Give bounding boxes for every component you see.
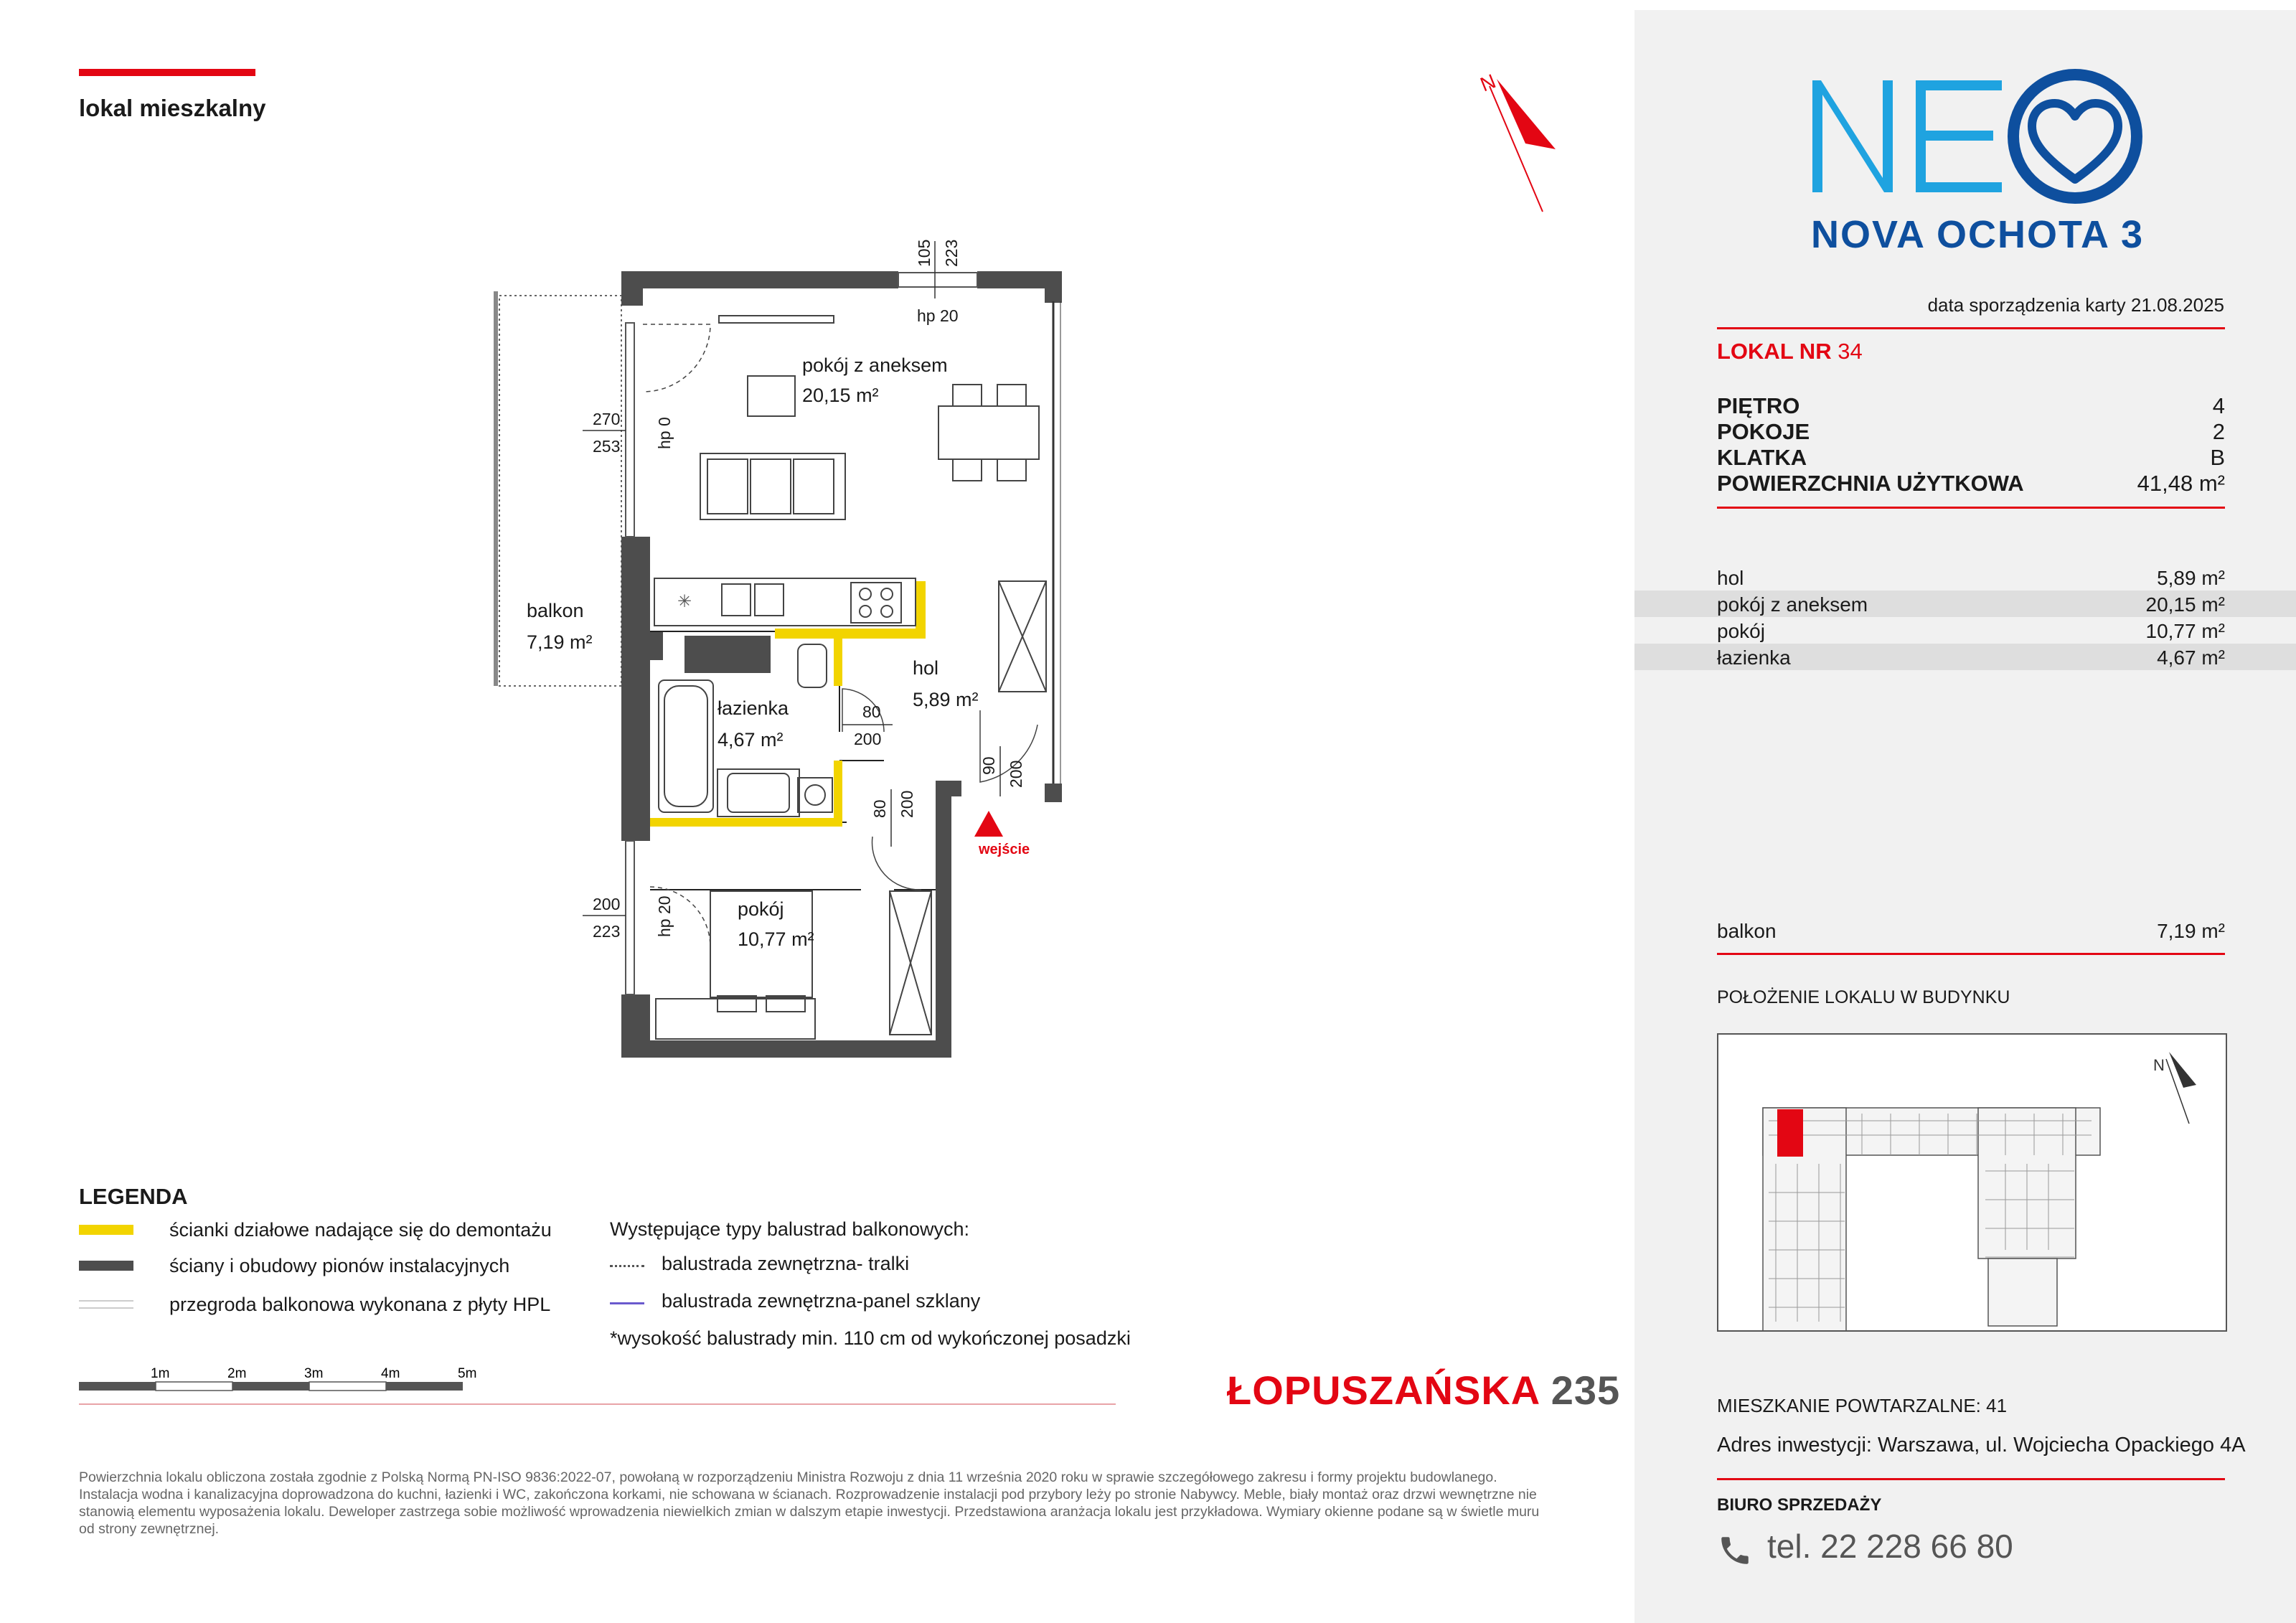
- room-area: 20,15 m²: [2145, 593, 2225, 616]
- dim-entry-door-b: 200: [1007, 760, 1025, 788]
- bedroom-furniture: [656, 891, 931, 1039]
- sales-office-title: BIURO SPRZEDAŻY: [1717, 1495, 1882, 1515]
- spec-value: 2: [2212, 419, 2225, 444]
- spec-key: POWIERZCHNIA UŻYTKOWA: [1717, 471, 2024, 496]
- spec-staircase: [1717, 445, 2225, 471]
- balcony-area: 7,19 m²: [2157, 920, 2225, 942]
- legend-item-walls: [79, 1253, 509, 1279]
- legend-item-demountable: [79, 1217, 552, 1243]
- mini-north-label: N: [2153, 1056, 2165, 1074]
- entrance-label: wejście: [979, 842, 1030, 857]
- unit-number-value: 34: [1838, 339, 1863, 364]
- card-date: data sporządzenia karty 21.08.2025: [1927, 294, 2224, 316]
- balcony-railing: [494, 291, 498, 686]
- unit-location-highlight: [1777, 1109, 1803, 1157]
- dim-window-room-b: 223: [593, 922, 621, 941]
- legend-title: LEGENDA: [79, 1184, 188, 1209]
- room-label-bedroom: pokój: [738, 898, 784, 920]
- dim-hp-left: hp 0: [655, 417, 674, 449]
- balcony-name: balkon: [1717, 920, 1777, 942]
- footnote: Powierzchnia lokalu obliczona została zgodnie z Polską Normą PN-ISO 9836:2022-07, powołaną w rozporządzeniu Ministra Rozwoju z dnia 11 września 2020 roku w sprawie szczegółowego zakresu i formy projektu budowlanego. Instalacja wodna i kanalizacyjna doprowadzona do kuchni, łazienki i WC, zakończona korkami, nie schowana w ścianach. Rozprowadzenie instalacji pod przybory leży po stronie Nabywcy. Meble, biały montaż oraz drzwi wewnętrzne nie stanowią elementu wyposażenia lokalu. Deweloper zastrzega sobie możliwość wprowadzenia niewielkich zmian w dalszym etapie inwestycji. Przedstawiona aranżacja lokalu jest przykładowa. Wymiary okienne podane są w świetle muru od strony zewnętrznej.: [79, 1469, 1540, 1537]
- legend-swatch-gray: [79, 1261, 133, 1271]
- legend-label: ścianki działowe nadające się do demontażu: [169, 1218, 552, 1241]
- spec-area: [1717, 471, 2225, 497]
- spec-rooms: [1717, 419, 2225, 445]
- north-arrow-icon: [1471, 65, 1557, 222]
- room-name: pokój: [1717, 620, 1765, 642]
- legend-swatch-hpl: [79, 1300, 133, 1309]
- scale-label-1: 1m: [151, 1366, 170, 1381]
- legend-label: ściany i obudowy pionów instalacyjnych: [169, 1254, 510, 1276]
- divider-line: [79, 1403, 1116, 1405]
- room-label-living: pokój z aneksem: [802, 354, 948, 376]
- room-row: [1634, 564, 2296, 591]
- room-name: hol: [1717, 567, 1744, 589]
- balustrade-swatch-glass: [610, 1298, 644, 1304]
- spec-value: B: [2210, 445, 2225, 470]
- scale-label-4: 4m: [381, 1366, 400, 1381]
- dim-window-top-b: 223: [942, 239, 961, 267]
- room-name: pokój z aneksem: [1717, 593, 1868, 616]
- phone-icon: [1717, 1533, 1753, 1568]
- unit-number: [1717, 339, 1863, 364]
- street-name: [1227, 1367, 1620, 1413]
- room-label-bathroom: łazienka: [718, 697, 789, 719]
- room-name: łazienka: [1717, 646, 1791, 669]
- kitchen-counter: [654, 578, 916, 626]
- divider-line: [1717, 327, 2225, 329]
- balustrade-note: *wysokość balustrady min. 110 cm od wykończonej posadzki: [610, 1327, 1131, 1349]
- north-label: N: [1477, 70, 1500, 96]
- building-location-map: [1717, 1033, 2227, 1332]
- scale-label-3: 3m: [304, 1366, 324, 1381]
- document-type: lokal mieszkalny: [79, 95, 266, 121]
- dim-bath-door-b: 200: [854, 730, 882, 748]
- room-area-balcony: 7,19 m²: [527, 631, 593, 653]
- mini-north-arrow-icon: [2153, 1052, 2196, 1124]
- divider-line: [1717, 953, 2225, 955]
- spec-value: 4: [2212, 393, 2225, 418]
- room-label-balcony: balkon: [527, 600, 584, 621]
- spec-key: PIĘTRO: [1717, 393, 1800, 418]
- spec-key: KLATKA: [1717, 445, 1807, 470]
- floor-plan: [459, 57, 1105, 1091]
- dim-window-room-a: 200: [593, 895, 621, 913]
- room-area: 4,67 m²: [2157, 646, 2225, 669]
- room-area: 10,77 m²: [2145, 620, 2225, 642]
- balustrade-swatch-tralki: [610, 1261, 644, 1267]
- balustrade-item-glass: [610, 1290, 980, 1312]
- phone-number[interactable]: tel. 22 228 66 80: [1767, 1528, 2013, 1565]
- brand-subtitle: NOVA OCHOTA 3: [1811, 213, 2145, 256]
- header-red-bar: [79, 69, 255, 76]
- scale-label-5: 5m: [458, 1366, 477, 1381]
- dim-bath-door-a: 80: [862, 702, 881, 721]
- dim-room-door-a: 80: [870, 799, 889, 818]
- divider-line: [1717, 507, 2225, 509]
- room-row: [1634, 617, 2296, 644]
- room-area: 5,89 m²: [2157, 567, 2225, 589]
- room-row: [1634, 644, 2296, 670]
- room-label-hall: hol: [913, 657, 939, 679]
- divider-line: [1717, 1478, 2225, 1480]
- svg-text:✳: ✳: [677, 592, 692, 611]
- scale-bar: [79, 1363, 481, 1398]
- legend-item-hpl: [79, 1292, 550, 1317]
- balustrade-item-tralki: [610, 1253, 909, 1275]
- spec-floor: [1717, 393, 2225, 419]
- room-area-hall: 5,89 m²: [913, 689, 979, 710]
- legend-label: przegroda balkonowa wykonana z płyty HPL: [169, 1293, 551, 1315]
- scale-label-2: 2m: [227, 1366, 247, 1381]
- room-area-living: 20,15 m²: [802, 385, 879, 406]
- dim-window-left-b: 253: [593, 437, 621, 456]
- investment-address: Adres inwestycji: Warszawa, ul. Wojciecha Opackiego 4A: [1717, 1434, 2246, 1457]
- street-number: 235: [1551, 1368, 1621, 1413]
- balustrade-label: balustrada zewnętrzna- tralki: [662, 1253, 910, 1274]
- spec-value: 41,48 m²: [2137, 471, 2225, 496]
- balustrade-label: balustrada zewnętrzna-panel szklany: [662, 1290, 981, 1312]
- spec-key: POKOJE: [1717, 419, 1810, 444]
- dim-entry-door-a: 90: [979, 756, 998, 775]
- neo-logo: [1808, 52, 2152, 210]
- balcony-row: [1717, 920, 2225, 943]
- balcony-outline: [499, 296, 621, 686]
- entrance-marker: [974, 811, 1003, 837]
- legend-swatch-yellow: [79, 1225, 133, 1235]
- position-title: POŁOŻENIE LOKALU W BUDYNKU: [1717, 987, 2010, 1007]
- room-area-bedroom: 10,77 m²: [738, 928, 814, 950]
- room-area-bathroom: 4,67 m²: [718, 729, 784, 751]
- street-label: ŁOPUSZAŃSKA: [1227, 1368, 1540, 1413]
- dim-window-top-a: 105: [915, 239, 933, 267]
- repeat-info: MIESZKANIE POWTARZALNE: 41: [1717, 1395, 2008, 1416]
- unit-number-label: LOKAL NR: [1717, 339, 1832, 364]
- dim-window-left-a: 270: [593, 410, 621, 428]
- dim-hp-room: hp 20: [655, 895, 674, 937]
- dim-hp-top: hp 20: [917, 306, 959, 325]
- balustrade-title: Występujące typy balustrad balkonowych:: [610, 1218, 970, 1240]
- room-row: [1634, 591, 2296, 617]
- dim-room-door-b: 200: [898, 790, 916, 818]
